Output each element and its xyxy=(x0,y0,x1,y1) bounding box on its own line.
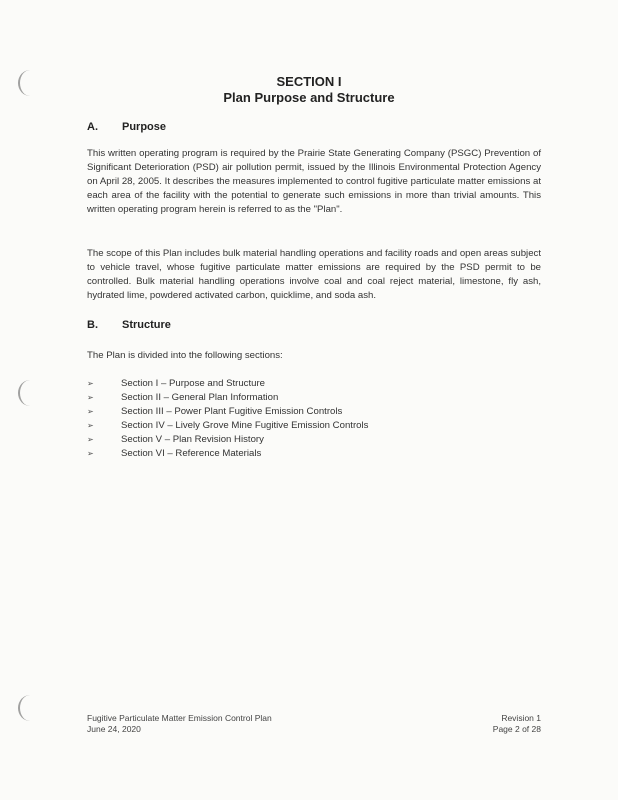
footer-right xyxy=(493,713,541,735)
list-item: ➢ Section II – General Plan Information xyxy=(87,392,279,403)
structure-heading-text: Structure xyxy=(122,319,171,331)
arrow-bullet-icon: ➢ xyxy=(87,393,94,402)
arrow-bullet-icon: ➢ xyxy=(87,421,94,430)
footer-doc-title: Fugitive Particulate Matter Emission Control Plan xyxy=(87,713,272,723)
purpose-heading-text: Purpose xyxy=(122,121,167,133)
purpose-heading xyxy=(87,121,166,133)
list-item: ➢ Section IV – Lively Grove Mine Fugitive Emission Controls xyxy=(87,420,369,431)
list-item: ➢ Section V – Plan Revision History xyxy=(87,434,264,445)
purpose-letter: A. xyxy=(87,121,98,133)
punch-hole-mark xyxy=(18,380,42,406)
footer-date: June 24, 2020 xyxy=(87,724,141,734)
structure-intro: The Plan is divided into the following sections: xyxy=(87,350,283,361)
section-number: SECTION I xyxy=(276,74,342,89)
section-title: Plan Purpose and Structure xyxy=(223,90,395,105)
footer-page-number: Page 2 of 28 xyxy=(492,724,541,734)
footer-revision: Revision 1 xyxy=(501,713,541,723)
list-item: ➢ Section VI – Reference Materials xyxy=(87,448,262,459)
list-item: ➢ Section I – Purpose and Structure xyxy=(87,378,265,389)
arrow-bullet-icon: ➢ xyxy=(87,435,94,444)
punch-hole-mark xyxy=(18,695,42,721)
list-item: ➢ Section III – Power Plant Fugitive Emission Controls xyxy=(87,406,343,417)
section-title-block xyxy=(0,74,618,106)
arrow-bullet-icon: ➢ xyxy=(87,407,94,416)
arrow-bullet-icon: ➢ xyxy=(87,379,94,388)
section-list xyxy=(87,377,368,461)
footer-left xyxy=(87,713,272,735)
purpose-paragraph-1: This written operating program is required by the Prairie State Generating Company (PSGC) Prevention of Significant Deterioration (PSD) air pollution permit, issued by the Illinois Environmental Protection Agency on April 28, 2005. It describes the measures implemented to control fugitive particulate matter emissions at each area of the facility with the potential to generate such emissions in more than trivial amounts. This written operating program herein is referred to as the "Plan". xyxy=(87,148,541,215)
structure-letter: B. xyxy=(87,319,98,331)
arrow-bullet-icon: ➢ xyxy=(87,449,94,458)
purpose-paragraph-2: The scope of this Plan includes bulk material handling operations and facility roads and open areas subject to vehicle travel, whose fugitive particulate matter emissions are required by the PSD permit to be controlled. Bulk material handling operations involve coal and coal reject material, limestone, fly ash, hydrated lime, powdered activated carbon, quicklime, and soda ash. xyxy=(87,248,541,301)
structure-heading xyxy=(87,319,171,331)
